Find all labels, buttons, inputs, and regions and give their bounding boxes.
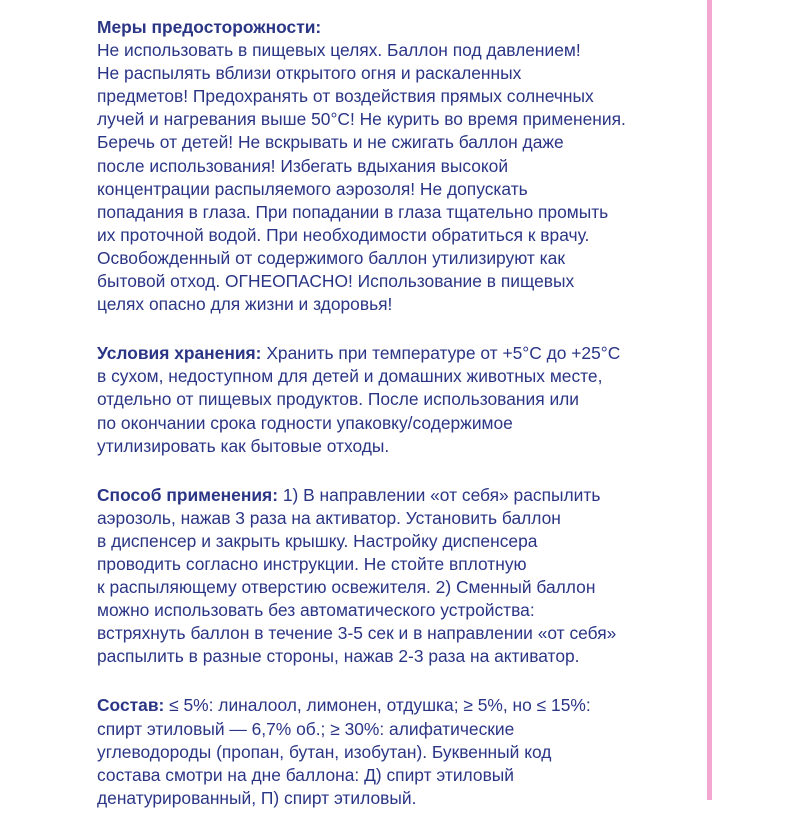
usage-first-line bbox=[97, 484, 697, 507]
text-line: после использования! Избегать вдыхания высокой bbox=[97, 155, 509, 176]
text-line: к распыляющему отверстию освежителя. 2) Сменный баллон bbox=[97, 577, 596, 598]
text-line: Не распылять вблизи открытого огня и раскаленных bbox=[97, 63, 522, 84]
composition-section bbox=[97, 694, 697, 809]
text-line: аэрозоль, нажав 3 раза на активатор. Установить баллон bbox=[97, 507, 561, 528]
usage-section bbox=[97, 484, 697, 669]
text-line: Беречь от детей! Не вскрывать и не сжигать баллон даже bbox=[97, 132, 564, 153]
text-line: в сухом, недоступном для детей и домашних животных месте, bbox=[97, 366, 603, 387]
usage-heading: Способ применения: bbox=[97, 484, 278, 505]
pink-border-stripe bbox=[707, 0, 712, 800]
text-line: бытовой отход. ОГНЕОПАСНО! Использование в пищевых bbox=[97, 271, 575, 292]
text-line: предметов! Предохранять от воздействия прямых солнечных bbox=[97, 86, 594, 107]
text-line: можно использовать без автоматического устройства: bbox=[97, 600, 535, 621]
text-line: денатурированный, П) спирт этиловый. bbox=[97, 787, 417, 808]
storage-first-line-text: Хранить при температуре от +5°С до +25°С bbox=[261, 343, 621, 364]
text-line: отдельно от пищевых продуктов. После использования или bbox=[97, 389, 580, 410]
text-line: их проточной водой. При необходимости обратиться к врачу. bbox=[97, 224, 590, 245]
text-line: концентрации распыляемого аэрозоля! Не допускать bbox=[97, 178, 528, 199]
text-line: целях опасно для жизни и здоровья! bbox=[97, 294, 393, 315]
storage-first-line bbox=[97, 342, 697, 365]
precautions-heading: Меры предосторожности: bbox=[97, 17, 322, 37]
text-line: попадания в глаза. При попадании в глаза тщательно промыть bbox=[97, 201, 609, 222]
precautions-section bbox=[97, 16, 697, 316]
storage-heading: Условия хранения: bbox=[97, 343, 262, 364]
composition-first-line-text: ≤ 5%: линалоол, лимонен, отдушка; ≥ 5%, но ≤ 15%: bbox=[164, 695, 591, 716]
usage-first-line-text: 1) В направлении «от себя» распылить bbox=[278, 484, 601, 505]
text-line: утилизировать как бытовые отходы. bbox=[97, 435, 390, 456]
text-line: спирт этиловый — 6,7% об.; ≥ 30%: алифатические bbox=[97, 718, 515, 739]
text-line: Освобожденный от содержимого баллон утилизируют как bbox=[97, 247, 565, 268]
text-line: встряхнуть баллон в течение 3-5 сек и в направлении «от себя» bbox=[97, 623, 617, 644]
text-line: углеводороды (пропан, бутан, изобутан). Буквенный код bbox=[97, 741, 552, 762]
text-line: по окончании срока годности упаковку/содержимое bbox=[97, 412, 513, 433]
storage-section bbox=[97, 342, 697, 457]
label-text bbox=[97, 16, 697, 836]
text-line: Не использовать в пищевых целях. Баллон под давлением! bbox=[97, 40, 581, 61]
text-line: состава смотри на дне баллона: Д) спирт этиловый bbox=[97, 764, 515, 785]
text-line: проводить согласно инструкции. Не стойте вплотную bbox=[97, 553, 527, 574]
text-line: лучей и нагревания выше 50°С! Не курить во время применения. bbox=[97, 109, 626, 130]
text-line: в диспенсер и закрыть крышку. Настройку диспенсера bbox=[97, 530, 538, 551]
composition-heading: Состав: bbox=[97, 695, 165, 716]
composition-first-line bbox=[97, 694, 697, 717]
text-line: распылить в разные стороны, нажав 2-3 раза на активатор. bbox=[97, 646, 580, 667]
